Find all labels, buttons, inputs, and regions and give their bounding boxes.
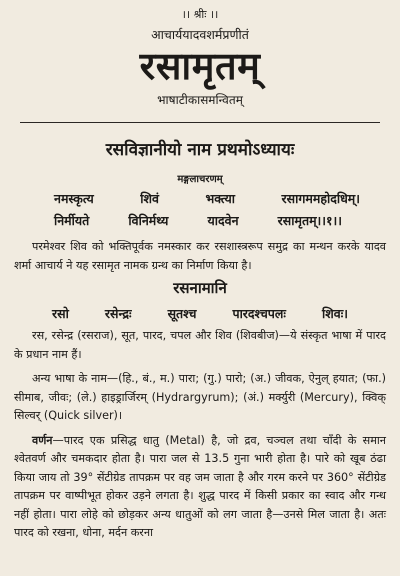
commentary-line: भाषाटीकासमन्वितम् <box>157 93 243 107</box>
sutra-word: पारदश्चपलः <box>232 306 286 321</box>
mangala-heading: मङ्गलाचरणम् <box>177 174 223 185</box>
verse-word: नमस्कृत्य <box>54 191 94 206</box>
verse-line-1 <box>14 190 386 207</box>
other-languages-paragraph: अन्य भाषा के नाम—(हि., बं., म.) पारा; (गु.) पारो; (अ.) जीवक, ऐनुल् हयात; (फा.) सीमाब, जीवः; (ले.) हाइड्रार्जिरम् (Hydrargyrum); (अं.) मर्क्युरी (Mercury), क्विक् सिल्वर् (Quick silver)। <box>14 372 386 422</box>
description-text: —पारद एक प्रसिद्ध धातु (Metal) है, जो द्रव, चञ्चल तथा चाँदी के समान श्वेतवर्ण और चमकदार होता है। पारा जल से 13.5 गुना भारी होता है। पारे को खूब ठंढा किया जाय तो 39° सेंटीग्रेड तापक्रम पर वह जम जाता है और गरम करने पर 360° सेंटीग्रेड तापक्रम पर वाष्पीभूत होकर उड़ने लगता है। शुद्ध पारद में किसी प्रकार का स्वाद और गन्ध नहीं होता। पारा लोहे को छोड़कर अन्य धातुओं को लग जाता है—उनसे मिल जाता है। अतः पारद को रखना, धोना, मर्दन करना <box>14 433 386 539</box>
verse-translation: परमेश्वर शिव को भक्तिपूर्वक नमस्कार कर रसशास्त्ररूप समुद्र का मन्थन करके यादव शर्मा आचार्य ने यह रसामृत नामक ग्रन्थ का निर्माण किया है। <box>14 240 386 272</box>
verse-word: शिवं <box>140 191 159 206</box>
verse-line-2 <box>14 212 386 229</box>
invocation: ।। श्रीः ।। <box>181 8 219 21</box>
description-label: वर्णन <box>32 433 53 447</box>
book-title: रसामृतम् <box>139 44 261 88</box>
sutra-word: रसो <box>52 306 69 321</box>
verse-word: विनिर्मथ्य <box>128 213 169 228</box>
sutra-line <box>14 305 386 322</box>
names-paragraph: रस, रसेन्द्र (रसराज), सूत, पारद, चपल और शिव (शिवबीज)—ये संस्कृत भाषा में पारद के प्रधान नाम हैं। <box>14 329 386 361</box>
description-paragraph <box>14 432 386 543</box>
chapter-title: रसविज्ञानीयो नाम प्रथमोऽध्यायः <box>105 140 295 160</box>
section-heading: रसनामानि <box>173 279 227 297</box>
divider-rule <box>20 122 380 123</box>
sutra-word: शिवः। <box>322 306 348 321</box>
verse-word: भक्त्या <box>205 191 236 206</box>
verse-word: रसागममहोदधिम्। <box>281 191 360 206</box>
verse-word: रसामृतम्।।१।। <box>277 213 342 228</box>
sutra-word: सूतश्च <box>167 306 197 321</box>
verse-word: यादवेन <box>207 213 239 228</box>
sutra-word: रसेन्द्रः <box>104 306 132 321</box>
author-line: आचार्ययादवशर्मप्रणीतं <box>151 27 249 42</box>
verse-word: निर्मीयते <box>54 213 90 228</box>
